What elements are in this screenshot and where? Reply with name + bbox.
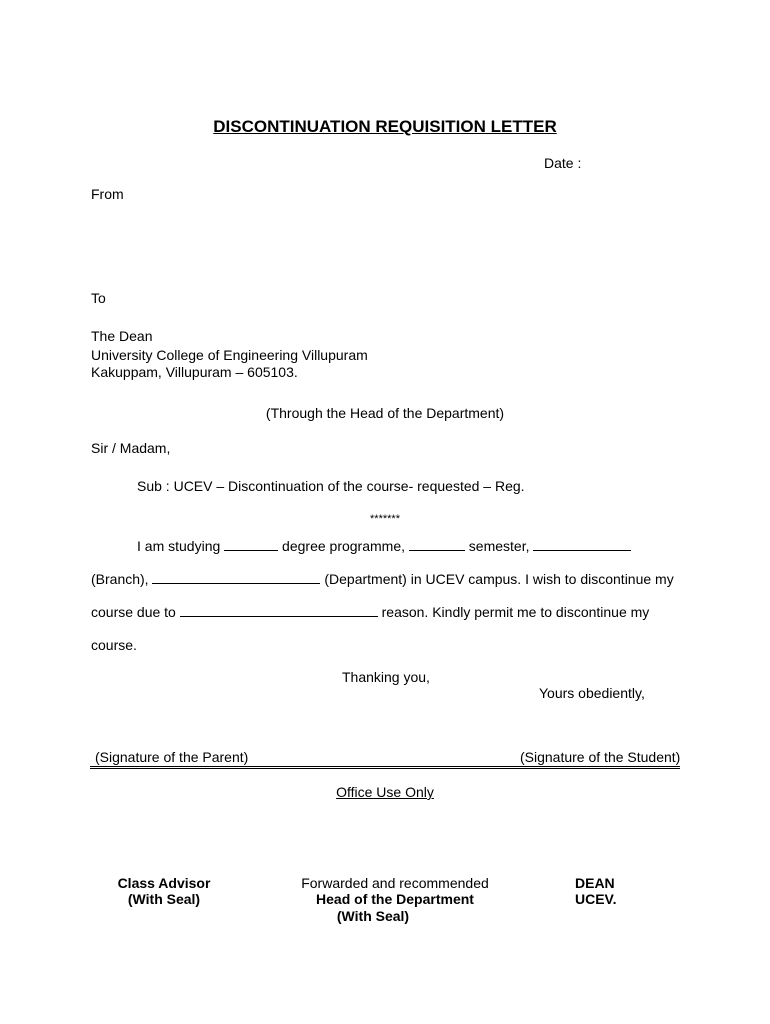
degree-blank[interactable] (224, 538, 278, 551)
thanks-line: Thanking you, (342, 669, 430, 685)
reason-blank[interactable] (180, 604, 378, 617)
date-label: Date : (544, 155, 582, 171)
branch-blank[interactable] (533, 538, 631, 551)
body-text: (Department) in UCEV campus. I wish to discontinue my (324, 571, 674, 587)
parent-signature-label: (Signature of the Parent) (95, 749, 249, 765)
recipient-line-3: Kakuppam, Villupuram – 605103. (91, 364, 298, 380)
letter-title: DISCONTINUATION REQUISITION LETTER (213, 117, 557, 136)
from-label: From (91, 186, 124, 202)
separator: ******* (370, 513, 400, 525)
recipient-line-1: The Dean (91, 328, 153, 344)
hod-forward-text: Forwarded and recommended (301, 875, 489, 891)
hod-title: Head of the Department (316, 891, 474, 907)
body-text: degree programme, (282, 538, 405, 554)
body-text: semester, (468, 538, 530, 554)
dean-institution: UCEV. (575, 891, 617, 907)
body-text: course due to (91, 604, 176, 620)
body-text: (Branch), (91, 571, 149, 587)
body-line-4: course. (91, 637, 137, 653)
body-line-3 (91, 604, 649, 620)
class-advisor-seal: (With Seal) (127, 891, 201, 907)
to-label: To (91, 290, 106, 306)
department-blank[interactable] (152, 571, 320, 584)
semester-blank[interactable] (409, 538, 465, 551)
student-signature-label: (Signature of the Student) (520, 749, 681, 765)
body-text: reason. Kindly permit me to discontinue my (381, 604, 650, 620)
closing-line: Yours obediently, (539, 685, 645, 701)
office-use-heading: Office Use Only (336, 784, 434, 800)
body-text: I am studying (137, 538, 221, 554)
salutation: Sir / Madam, (91, 440, 171, 456)
divider (90, 766, 680, 769)
body-line-1 (137, 538, 631, 554)
recipient-line-2: University College of Engineering Villupuram (91, 347, 368, 363)
hod-seal: (With Seal) (336, 908, 410, 924)
subject-line: Sub : UCEV – Discontinuation of the course- requested – Reg. (137, 478, 525, 494)
dean-title: DEAN (575, 875, 615, 891)
class-advisor-title: Class Advisor (117, 875, 211, 891)
body-line-2 (91, 571, 674, 587)
through-line: (Through the Head of the Department) (265, 405, 505, 421)
